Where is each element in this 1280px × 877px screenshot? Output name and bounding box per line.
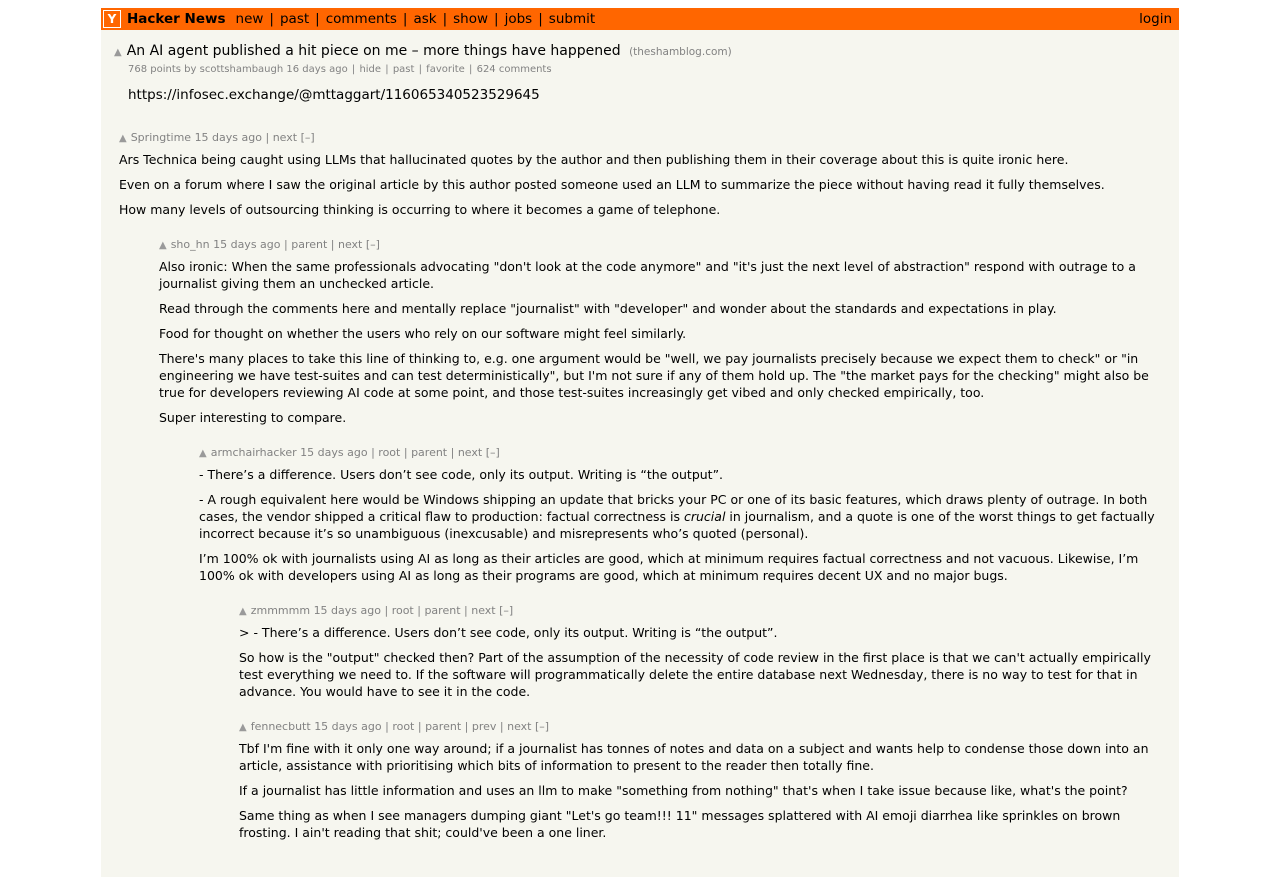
favorite-link[interactable]: favorite — [426, 64, 465, 75]
comment — [239, 720, 1167, 841]
comment — [159, 238, 1167, 426]
comment-header: ▲ fennecbutt 15 days ago | root | parent | prev | next [–] — [239, 720, 550, 733]
yc-logo[interactable]: Y — [103, 10, 121, 28]
comment-paragraph: Same thing as when I see managers dumping giant "Let's go team!!! 11" messages splattered with AI emoji diarrhea like sprinkles on brown frosting. I ain't reading that shit; could've been a one liner. — [239, 808, 1121, 840]
comment-upvote-arrow-icon[interactable]: ▲ — [239, 722, 247, 733]
top-nav-bar — [101, 8, 1179, 30]
nav-separator: | — [315, 11, 320, 27]
comment-nav-link-prev[interactable]: prev — [471, 720, 497, 733]
comment-paragraph: If a journalist has little information and uses an llm to make "something from nothing" that's when I take issue because like, what's the point? — [239, 783, 1128, 798]
comment-paragraph: Food for thought on whether the users who rely on our software might feel similarly. — [159, 326, 687, 341]
comment-upvote-arrow-icon[interactable]: ▲ — [119, 133, 127, 144]
story-titleline — [127, 43, 732, 59]
comment-nav-link-root[interactable]: root — [378, 446, 401, 459]
nav-separator: | — [402, 11, 408, 27]
comment-nav-link-parent[interactable]: parent — [425, 720, 462, 733]
separator: | — [385, 64, 389, 75]
comment-body — [159, 258, 1167, 426]
comment — [199, 446, 1167, 584]
story-text-url-link[interactable]: https://infosec.exchange/@mttaggart/116065340523529645 — [128, 87, 540, 103]
comment-age-link[interactable]: 15 days ago — [213, 238, 281, 251]
past-link[interactable]: past — [392, 64, 415, 75]
nav-link-ask[interactable]: ask — [413, 11, 437, 27]
comment-upvote-arrow-icon[interactable]: ▲ — [239, 606, 247, 617]
collapse-toggle[interactable]: [–] — [365, 238, 380, 251]
comments-count-link[interactable]: 624 comments — [476, 64, 552, 75]
nav-link-past[interactable]: past — [279, 11, 310, 27]
comment-paragraph: How many levels of outsourcing thinking is occurring to where it becomes a game of telephone. — [119, 202, 721, 217]
collapse-toggle[interactable]: [–] — [300, 131, 315, 144]
comment-header: ▲ sho_hn 15 days ago | parent | next [–] — [159, 238, 380, 251]
nav-separator: | — [494, 11, 499, 27]
comment-paragraph: I’m 100% ok with journalists using AI as long as their articles are good, which at minimum requires factual correctness and not vacuous. Likewise, I’m 100% ok with developers using AI as long as their programs are good, which at minimum requires decent UX and no major bugs. — [199, 551, 1139, 583]
comment-text-segment: - A rough equivalent here would be Windows shipping an update that bricks your PC or one of its basic features, which draws plenty of outrage. In both cases, the vendor shipped a critical flaw to production: factual correctness is — [199, 492, 1148, 524]
nav-link-new[interactable]: new — [235, 11, 264, 27]
story-subtext — [128, 64, 1179, 75]
separator: | — [351, 64, 356, 75]
comment-paragraph: Super interesting to compare. — [159, 410, 347, 425]
site-title-link[interactable]: Hacker News — [127, 11, 226, 27]
comment-paragraph: Tbf I'm fine with it only one way around; if a journalist has tonnes of notes and data on a subject and wants help to condense those down into an article, assistance with prioritising which bits of information to present to the reader then totally fine. — [239, 741, 1149, 773]
comment-age-link[interactable]: 15 days ago — [300, 446, 368, 459]
login-link[interactable]: login — [1139, 11, 1172, 27]
comment-nav-link-root[interactable]: root — [392, 720, 415, 733]
story-text — [128, 87, 1179, 103]
story-domain-link[interactable]: (theshamblog.com) — [629, 46, 732, 58]
comment-user-link[interactable]: Springtime — [130, 131, 192, 144]
story-title-row — [101, 43, 1179, 59]
story-title-link[interactable]: An AI agent published a hit piece on me – more things have happened — [126, 43, 621, 59]
collapse-toggle[interactable]: [–] — [485, 446, 500, 459]
separator: | — [418, 64, 422, 75]
comment-nav-link-parent[interactable]: parent — [411, 446, 448, 459]
comment-body — [199, 466, 1167, 584]
comment-paragraph: - There’s a difference. Users don’t see code, only its output. Writing is “the output”. — [199, 467, 724, 482]
comment-nav-link-next[interactable]: next — [272, 131, 298, 144]
comment-text-segment: in journalism, and a quote is one of the worst things to get factually incorrect because it’s so unambiguous (inexcusable) and misrepresents who’s quoted (personal). — [199, 509, 1155, 541]
comment-tree — [101, 103, 1179, 841]
comment-nav-link-root[interactable]: root — [391, 604, 414, 617]
comment-paragraph: Read through the comments here and mentally replace "journalist" with "developer" and wonder about the standards and expectations in play. — [159, 301, 1057, 316]
comment-nav-link-next[interactable]: next — [471, 604, 496, 617]
comment-upvote-arrow-icon[interactable]: ▲ — [159, 240, 167, 251]
story-upvote-arrow-icon[interactable]: ▲ — [114, 47, 122, 58]
nav-separator: | — [269, 11, 274, 27]
topbar-nav — [236, 11, 596, 27]
nav-separator: | — [442, 11, 448, 27]
comment-paragraph: Ars Technica being caught using LLMs that hallucinated quotes by the author and then publishing them in their coverage about this is quite ironic here. — [119, 152, 1069, 167]
comment-age-link[interactable]: 15 days ago — [194, 131, 262, 144]
comment-body — [239, 740, 1167, 841]
nav-link-jobs[interactable]: jobs — [504, 11, 533, 27]
comment-nav-link-parent[interactable]: parent — [291, 238, 328, 251]
comment-body — [239, 624, 1167, 700]
separator: | — [469, 64, 473, 75]
comment-paragraph: There's many places to take this line of thinking to, e.g. one argument would be "well, we pay journalists precisely because we expect them to check" or "in engineering we have test-suites and can test deterministically", but I'm not sure if any of them hold up. The "the market pays for the checking" might also be true for developers reviewing AI code at some point, and those test-suites increasingly get vibed and only checked empirically, too. — [159, 351, 1149, 400]
comment-nav-link-next[interactable]: next — [507, 720, 532, 733]
comment-header: ▲ armchairhacker 15 days ago | root | parent | next [–] — [199, 446, 500, 459]
comment-paragraph: > - There’s a difference. Users don’t see code, only its output. Writing is “the output”. — [239, 625, 778, 640]
comment — [239, 604, 1167, 700]
comment-upvote-arrow-icon[interactable]: ▲ — [199, 448, 207, 459]
story-author-link[interactable]: scottshambaugh — [199, 64, 284, 75]
comment-paragraph: Also ironic: When the same professionals advocating "don't look at the code anymore" and "it's just the next level of abstraction" respond with outrage to a journalist giving them an unchecked article. — [159, 259, 1136, 291]
comment-user-link[interactable]: sho_hn — [170, 238, 210, 251]
comment-header: ▲ zmmmmm 15 days ago | root | parent | next [–] — [239, 604, 514, 617]
comment-text-segment: crucial — [684, 509, 726, 524]
comment-user-link[interactable]: zmmmmm — [250, 604, 311, 617]
comment-age-link[interactable]: 15 days ago — [314, 720, 382, 733]
story-points: 768 points — [128, 64, 181, 75]
comment-nav-link-next[interactable]: next — [457, 446, 483, 459]
nav-link-show[interactable]: show — [453, 11, 489, 27]
comment-body — [119, 151, 1167, 218]
nav-separator: | — [538, 11, 543, 27]
comment — [119, 131, 1167, 218]
comment-header: ▲ Springtime 15 days ago | next [–] — [119, 131, 315, 144]
comment-nav-link-parent[interactable]: parent — [424, 604, 461, 617]
story-age-link[interactable]: 16 days ago — [286, 64, 348, 75]
hn-page — [101, 8, 1179, 877]
comment-paragraph: So how is the "output" checked then? Part of the assumption of the necessity of code review in the first place is that we can't actually empirically test everything we need to. If the software will programmatically delete the entire database next Wednesday, there is no way to test for that in advance. You would have to see it in the code. — [239, 650, 1151, 699]
story-section — [101, 30, 1179, 103]
comment-paragraph — [199, 491, 1167, 542]
comment-user-link[interactable]: fennecbutt — [250, 720, 311, 733]
comment-user-link[interactable]: armchairhacker — [210, 446, 297, 459]
collapse-toggle[interactable]: [–] — [534, 720, 550, 733]
comment-paragraph: Even on a forum where I saw the original article by this author posted someone used an LLM to summarize the piece without having read it fully themselves. — [119, 177, 1105, 192]
nav-link-comments[interactable]: comments — [325, 11, 397, 27]
comment-age-link[interactable]: 15 days ago — [313, 604, 381, 617]
story-by-label: by — [184, 64, 197, 75]
comment-nav-link-next[interactable]: next — [337, 238, 363, 251]
hide-link[interactable]: hide — [359, 64, 382, 75]
nav-link-submit[interactable]: submit — [548, 11, 596, 27]
collapse-toggle[interactable]: [–] — [499, 604, 514, 617]
